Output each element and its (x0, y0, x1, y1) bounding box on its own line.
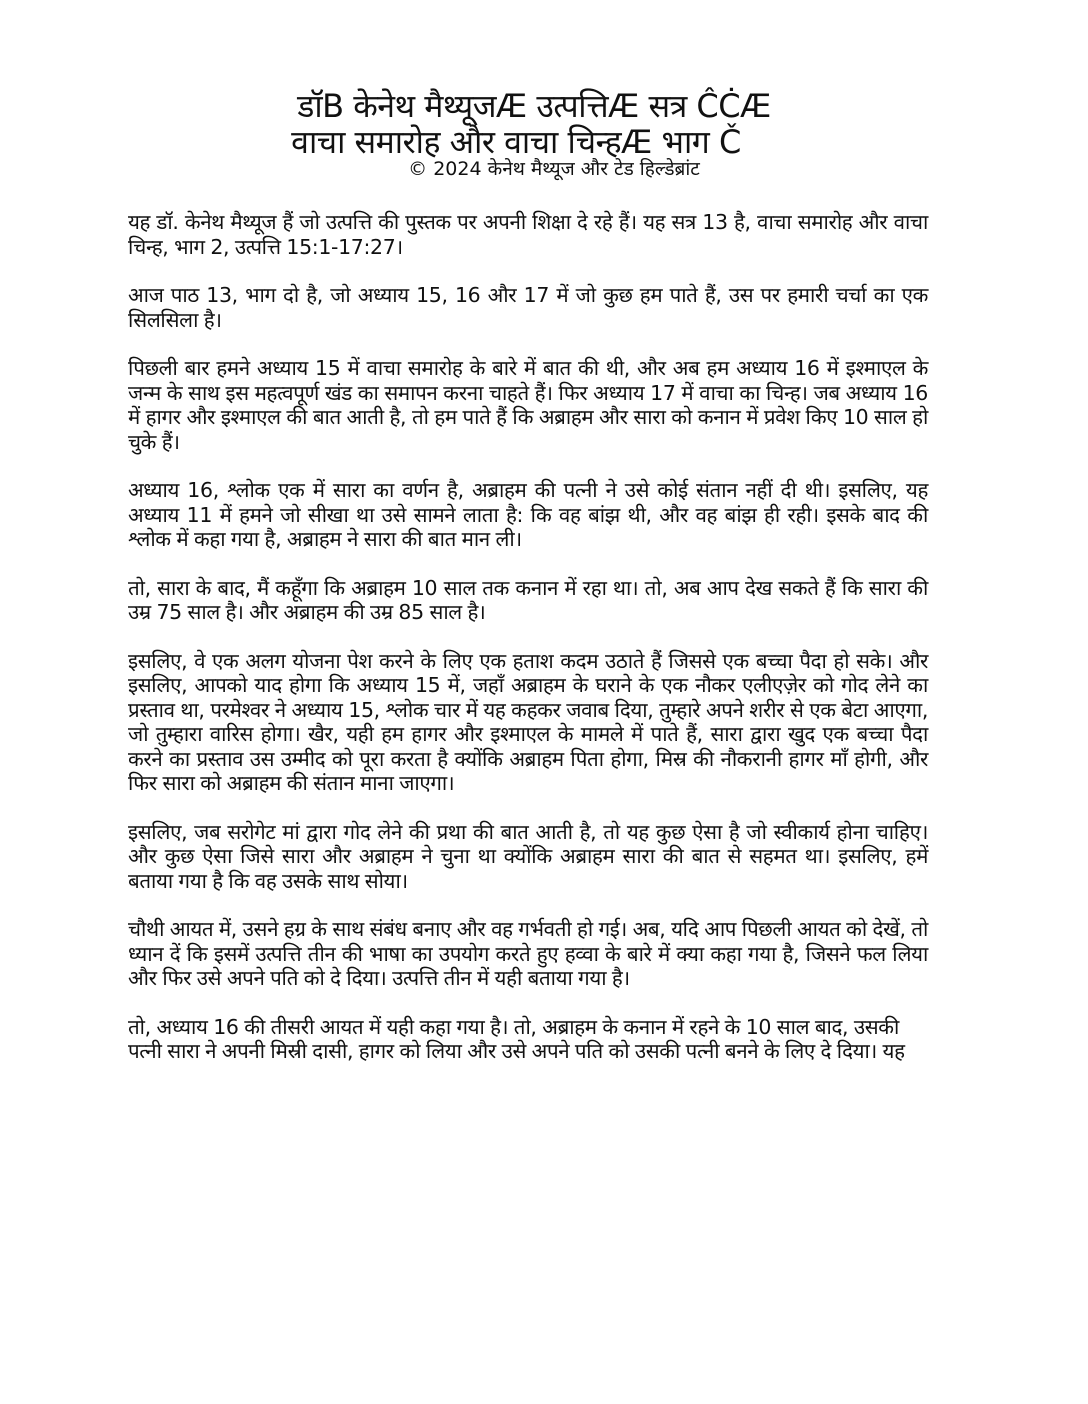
paragraph-7: इसलिए, जब सरोगेट मां द्वारा गोद लेने की प्रथा की बात आती है, तो यह कुछ ऐसा है जो स्वीकार्य होना चाहिए। और कुछ ऐसा जिसे सारा और अब्राहम ने चुना था क्योंकि अब्राहम सारा की बात से सहमत था। इसलिए, हमें बताया गया है कि वह उसके साथ सोया। (128, 819, 928, 893)
paragraph-3: पिछली बार हमने अध्याय 15 में वाचा समारोह के बारे में बात की थी, और अब हम अध्याय 16 में इश्माएल के जन्म के साथ इस महत्वपूर्ण खंड का समापन करना चाहते हैं। फिर अध्याय 17 में वाचा का चिन्ह। जब अध्याय 16 में हागर और इश्माएल की बात आती है, तो हम पाते हैं कि अब्राहम और सारा को कनान में प्रवेश किए 10 साल हो चुके हैं। (128, 356, 928, 454)
paragraph-8: चौथी आयत में, उसने हग्र के साथ संबंध बनाए और वह गर्भवती हो गई। अब, यदि आप पिछली आयत को देखें, तो ध्यान दें कि इसमें उत्पत्ति तीन की भाषा का उपयोग करते हुए हव्वा के बारे में क्या कहा गया है, जिसने फल लिया और फिर उसे अपने पति को दे दिया। उत्पत्ति तीन में यही बताया गया है। (128, 917, 928, 990)
body-text (128, 210, 928, 1088)
title-block (0, 88, 1088, 180)
paragraph-6: इसलिए, वे एक अलग योजना पेश करने के लिए एक हताश कदम उठाते हैं जिससे एक बच्चा पैदा हो सके। और इसलिए, आपको याद होगा कि अध्याय 15 में, जहाँ अब्राहम के घराने के एक नौकर एलीएज़ेर को गोद लेने का प्रस्ताव था, परमेश्वर ने अध्याय 15, श्लोक चार में यह कहकर जवाब दिया, तुम्हारे अपने शरीर से एक बेटा आएगा, जो तुम्हारा वारिस होगा। खैर, यही हम हागर और इश्माएल के मामले में पाते हैं, सारा द्वारा खुद एक बच्चा पैदा करने का प्रस्ताव उस उम्मीद को पूरा करता है क्योंकि अब्राहम पिता होगा, मिस्र की नौकरानी हागर माँ होगी, और फिर सारा को अब्राहम की संतान माना जाएगा। (128, 648, 928, 795)
paragraph-1: यह डॉ. केनेथ मैथ्यूज हैं जो उत्पत्ति की पुस्तक पर अपनी शिक्षा दे रहे हैं। यह सत्र 13 है, वाचा समारोह और वाचा चिन्ह, भाग 2, उत्पत्ति 15:1-17:27। (128, 210, 928, 259)
paragraph-2: आज पाठ 13, भाग दो है, जो अध्याय 15, 16 और 17 में जो कुछ हम पाते हैं, उस पर हमारी चर्चा का एक सिलसिला है। (128, 283, 928, 332)
paragraph-9: तो, अध्याय 16 की तीसरी आयत में यही कहा गया है। तो, अब्राहम के कनान में रहने के 10 साल बाद, उसकी पत्नी सारा ने अपनी मिस्री दासी, हागर को लिया और उसे अपने पति को उसकी पत्नी बनने के लिए दे दिया। यह (128, 1014, 905, 1063)
paragraph-5: तो, सारा के बाद, मैं कहूँगा कि अब्राहम 10 साल तक कनान में रहा था। तो, अब आप देख सकते हैं कि सारा की उम्र 75 साल है। और अब्राहम की उम्र 85 साल है। (128, 575, 928, 624)
copyright-notice: © 2024 केनेथ मैथ्यूज और टेड हिल्डेब्रांट (408, 158, 700, 180)
paragraph-4: अध्याय 16, श्लोक एक में सारा का वर्णन है, अब्राहम की पत्नी ने उसे कोई संतान नहीं दी थी। इसलिए, यह अध्याय 11 में हमने जो सीखा था उसे सामने लाता है: कि वह बांझ थी, और वह बांझ ही रही। इसके बाद की श्लोक में कहा गया है, अब्राहम ने सारा की बात मान ली। (128, 478, 928, 551)
page-title: डॉB केनेथ मैथ्यूजÆ उत्पत्तिÆ सत्र ĈĊÆ (297, 87, 771, 125)
page-subtitle: वाचा समारोह और वाचा चिन्हÆ भाग Č (291, 123, 741, 161)
